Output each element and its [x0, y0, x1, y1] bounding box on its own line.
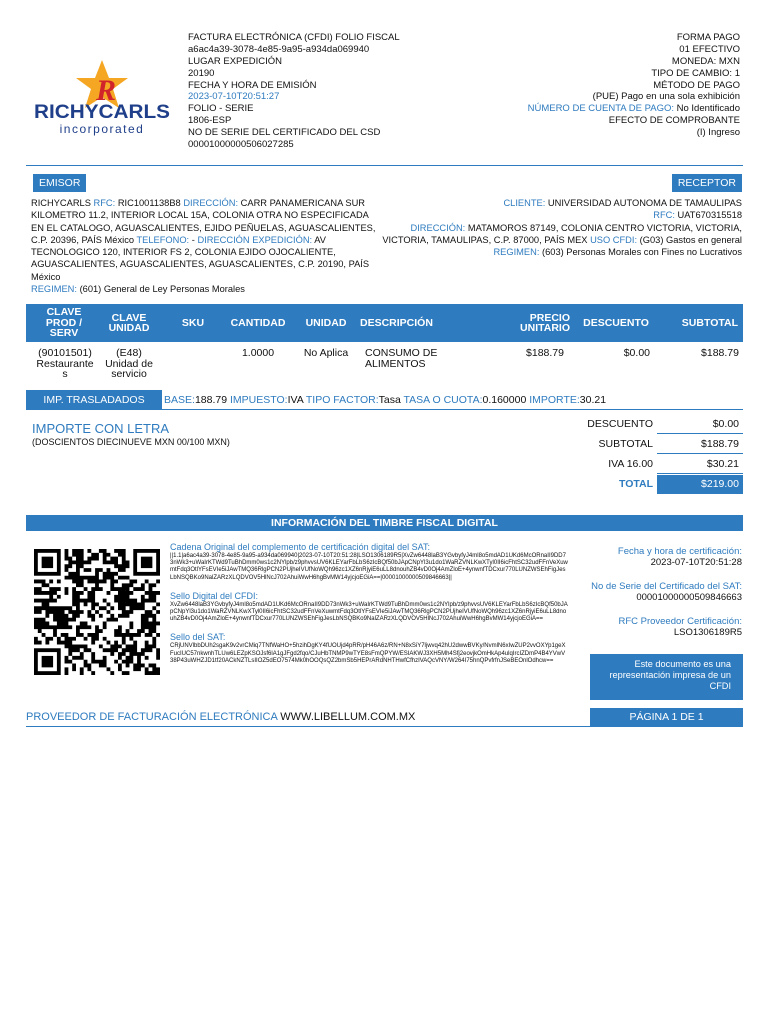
sello-sat-label: Sello del SAT:: [170, 632, 226, 643]
emisor-direccion: CARR PANAMERICANA SUR KILOMETRO 11.2, INTERIOR LOCAL 15A, COLONIA OTRA NO ESPECIFICADA EN EL CATALOGO, AGUASCALIENTES, EJIDO PEÑUELAS, AGUASCALIENTES, C.P. 20396, PAÍS México: [31, 198, 376, 245]
cell-descuento: $0.00: [623, 347, 650, 359]
cadena-original-label: Cadena Original del complemento de certificación digital del SAT:: [170, 542, 430, 552]
importe-label: IMPORTE:: [529, 394, 580, 406]
col-clave-prod: CLAVE PROD / SERV: [45, 306, 83, 340]
metodo-pago-label: MÉTODO DE PAGO: [653, 79, 740, 91]
qr-finder-pattern: [42, 557, 53, 568]
impuestos-line: [164, 394, 606, 407]
metodo-pago-value: (PUE) Pago en una sola exhibición: [592, 91, 740, 103]
fecha-emision-label: FECHA Y HORA DE EMISIÓN: [188, 79, 317, 91]
emisor-name: RICHYCARLS: [31, 198, 91, 208]
efecto-label: EFECTO DE COMPROBANTE: [608, 115, 740, 127]
fecha-cert-label: Fecha y hora de certificación:: [617, 546, 742, 557]
impuestos-trasladados: [26, 390, 743, 410]
cell-unidad: No Aplica: [303, 347, 349, 359]
forma-pago-label: FORMA PAGO: [676, 32, 740, 43]
col-precio: PRECIO UNITARIO: [520, 311, 570, 334]
logo-letter: R: [95, 74, 117, 107]
folio-serie-label: FOLIO - SERIE: [188, 103, 254, 115]
emisor-rfc: RIC1001138B8: [117, 198, 181, 208]
qr-finder-pattern: [42, 656, 53, 667]
sello-cfdi-value: XvZw6448laB3YGvbyfyJ4ml8o5mdAD1UKd6McORnaII9DD73nWk3+uWaIrKTWd9TuBhDmm0ws1c2NYlpb/z9phvvsUV6KLEYarFbLbS6zIcBQf50bJApCNpYl3u1do1WaRZVNLKwXTyl0II6icFhtSC32udFFnVeXuwmtFdq3OtlYFsEVIe5iJAwTMQ36RlgPCN2PUjheIVUfNoWQh96zc1XZ6nRjyiE6uLL8dnouhZB4vD0Oj4AmZloE+4ynwnfTDCxur770LUNZWSEhFigJesLbNSQBKo9NalZARzXLQDVOV5HlNcJ702AhuiWwH6hgBvMW14yjcjoEGiA==: [170, 601, 568, 623]
iva-value: $30.21: [657, 455, 743, 474]
cell-clave-prod: (90101501) Restaurantes: [36, 347, 94, 380]
receptor-direccion: MATAMOROS 87149, COLONIA CENTRO VICTORIA, VICTORIA, VICTORIA, TAMAULIPAS, C.P. 87000, PAÍS MEX: [382, 222, 742, 245]
receptor-cliente: UNIVERSIDAD AUTONOMA DE TAMAULIPAS: [547, 198, 742, 208]
moneda: MONEDA: MXN: [671, 55, 740, 67]
emisor-rfc-label: RFC:: [93, 198, 116, 208]
importe-letra-title: IMPORTE CON LETRA: [32, 421, 170, 436]
certification-info: [542, 546, 742, 638]
cell-subtotal: $188.79: [701, 347, 739, 359]
emisor-details: [31, 197, 379, 295]
receptor-uso: (G03) Gastos en general: [639, 234, 742, 245]
forma-pago-value: 01 EFECTIVO: [679, 43, 740, 55]
logo-tagline: incorporated: [59, 122, 145, 136]
sello-sat-value: CRjUNVlbbDUh2sgaK9v2vrCMiq7TNfWaHO+5hzihDgKY4fUOUjd4pRR/pH46A6z/RN+N8xSiY7ljwvq42hU2dwwBVKy/NvmlN6xIwZUP2vvOXYp1geXFucIUC57nkwnhTLUw6LEZpKSOJsf6lA1gJFgd2fqo/CJuHbTNMP9wTYE8sFmQPYW/ESIAKWJ3XH5Mh4Sfj2eovjkOmHkAp4ulqIrcIZDmP4B4YVwV38P43uWHZJD1tf20ACkNZTLsIIOZ5dEO7574Mk0hOOQsQZ2bmSb5HEPrARdNHTHwfCfhzIVAQcVNY/W264I75hnQPvfrfnJSeBEOnlOdhcw==: [170, 643, 566, 664]
fecha-emision-value: 2023-07-10T20:51:27: [188, 91, 280, 103]
emisor-telefono: -: [191, 234, 195, 245]
tipo-cambio: TIPO DE CAMBIO: 1: [651, 67, 740, 79]
total-row-descuento: [520, 415, 743, 435]
proveedor-label: PROVEEDOR DE FACTURACIÓN ELECTRÓNICA: [26, 711, 278, 723]
footer: [26, 708, 743, 727]
receptor-details: [382, 197, 742, 258]
total-value: $219.00: [657, 475, 743, 494]
receptor-rfc-label: RFC:: [653, 210, 675, 221]
cuenta-pago-label: NÚMERO DE CUENTA DE PAGO:: [527, 103, 674, 115]
invoice-title: FACTURA ELECTRÓNICA (CFDI) FOLIO FISCAL: [188, 32, 400, 43]
emisor-badge: EMISOR: [33, 174, 86, 192]
col-subtotal: SUBTOTAL: [681, 316, 738, 329]
cell-cantidad: 1.0000: [241, 347, 275, 359]
impuestos-badge: IMP. TRASLADADOS: [26, 390, 162, 410]
qr-code-icon: [34, 549, 160, 675]
fecha-cert-value: 2023-07-10T20:51:28: [650, 557, 742, 568]
cell-descripcion: CONSUMO DE ALIMENTOS: [365, 347, 438, 370]
invoice-header-right: [420, 32, 740, 139]
rfc-prov-label: RFC Proveedor Certificación:: [618, 616, 742, 627]
proveedor-url[interactable]: WWW.LIBELLUM.COM.MX: [280, 711, 416, 723]
timbre-header: INFORMACIÓN DEL TIMBRE FISCAL DIGITAL: [26, 515, 743, 531]
descuento-label: DESCUENTO: [587, 418, 653, 430]
tasa-value: 0.160000: [482, 394, 527, 406]
col-descripcion: DESCRIPCIÓN: [360, 316, 433, 329]
col-cantidad: CANTIDAD: [230, 316, 286, 329]
company-logo: [32, 58, 172, 138]
total-row-iva: [520, 455, 743, 475]
lugar-label: LUGAR EXPEDICIÓN: [188, 55, 282, 67]
receptor-rfc: UAT670315518: [677, 210, 742, 221]
lugar-value: 20190: [188, 67, 215, 79]
tasa-label: TASA O CUOTA:: [403, 394, 483, 406]
receptor-badge: RECEPTOR: [672, 174, 742, 192]
importe-letra-value: (DOSCIENTOS DIECINUEVE MXN 00/100 MXN): [32, 437, 230, 447]
cadena-original-value: ||1.1|a6ac4a39-3078-4e85-9a95-a934da069940|2023-07-10T20:51:28|LSO1306189R5|XvZw6448laB3YGvbyfyJ4ml8o5mdAD1UKd6McORnaII9DD73nWk3+uWaIrKTWd9TuBhDmm0ws1c2NYlpb/z9phvvsUV6KLEYarFbLbS6zIcBQf50bJApCNpYl3u1do1WaRZVNLKwXTyl0II6icFhtSC32udFFnVeXuwmtFdq3OtlYFsEVIe5iJAwTMQ36RlgPCN2PUjheIVUfNoWQh96zc1XZ6nRjyiE6uLL8dnouhZB4vD0Oj4AmZloE+4ynwnfTDCxur770LUNZWSEhFigJesLbNSQBKo9NalZARzXLQDVOV5HlNcJ702AhuiWwH6hgBvMW14yjcjoEGiA==|00001000000509846663||: [170, 553, 568, 581]
impuesto-value: IVA: [287, 394, 304, 406]
logo-brand: RICHYCARLS: [34, 102, 170, 123]
serie-sat-label: No de Serie del Certificado del SAT:: [591, 581, 742, 592]
emisor-dir-exp-label: DIRECCIÓN EXPEDICIÓN:: [197, 234, 313, 245]
sello-cfdi-label: Sello Digital del CFDI:: [170, 590, 259, 601]
footer-proveedor: [26, 711, 415, 725]
receptor-regimen-label: REGIMEN:: [493, 247, 540, 258]
col-descuento: DESCUENTO: [583, 316, 649, 329]
invoice-header-left: [188, 32, 448, 151]
cfdi-note: Este documento es una representación impresa de un CFDI: [590, 654, 743, 700]
tipo-factor-value: Tasa: [378, 394, 401, 406]
emisor-regimen: (601) General de Ley Personas Morales: [79, 284, 245, 295]
cuenta-pago: [420, 103, 740, 115]
tipo-factor-label: TIPO FACTOR:: [305, 394, 379, 406]
emisor-direccion-label: DIRECCIÓN:: [183, 198, 239, 208]
total-row-total: [520, 475, 743, 495]
totals-block: [520, 415, 743, 495]
receptor-cliente-label: CLIENTE:: [503, 198, 546, 208]
receptor-direccion-label: DIRECCIÓN:: [410, 222, 466, 233]
header-divider: [26, 165, 743, 166]
cell-precio: $188.79: [526, 347, 564, 359]
iva-label: IVA 16.00: [608, 458, 653, 470]
cuenta-pago-value: No Identificado: [676, 103, 740, 115]
qr-finder-pattern: [141, 557, 152, 568]
sat-strings: [170, 542, 568, 674]
serie-sat-value: 00001000000509846663: [636, 592, 742, 603]
page-indicator: PÁGINA 1 DE 1: [590, 708, 743, 727]
efecto-value: (I) Ingreso: [696, 127, 740, 138]
subtotal-label: SUBTOTAL: [598, 438, 653, 450]
folio-fiscal: a6ac4a39-3078-4e85-9a95-a934da069940: [188, 43, 370, 55]
serie-cert-label: NO DE SERIE DEL CERTIFICADO DEL CSD: [188, 127, 381, 138]
col-clave-unidad: CLAVE UNIDAD: [108, 311, 150, 334]
base-value: 188.79: [194, 394, 228, 406]
concepts-table-header: [26, 304, 743, 342]
emisor-telefono-label: TELEFONO:: [136, 234, 190, 245]
descuento-value: $0.00: [657, 415, 743, 434]
emisor-dir-exp: AV TECNOLOGICO 120, INTERIOR FS 2, COLONIA EJIDO OJOCALIENTE, AGUASCALIENTES, AGUASCALIENTES, AGUASCALIENTES, C.P. 20190, PAÍS México: [31, 234, 370, 282]
cell-clave-unidad: (E48) Unidad de servicio: [105, 347, 153, 380]
receptor-uso-label: USO CFDI:: [590, 234, 638, 245]
total-row-subtotal: [520, 435, 743, 455]
qr-code-svg: [34, 549, 160, 675]
emisor-regimen-label: REGIMEN:: [31, 284, 77, 295]
impuesto-label: IMPUESTO:: [229, 394, 288, 406]
receptor-regimen: (603) Personas Morales con Fines no Lucrativos: [542, 247, 742, 258]
rfc-prov-value: LSO1306189R5: [673, 627, 742, 638]
total-label: TOTAL: [618, 478, 653, 490]
folio-serie-value: 1806-ESP: [188, 115, 232, 127]
serie-cert-value: 00001000000506027285: [188, 138, 294, 150]
col-unidad: UNIDAD: [305, 316, 347, 329]
col-sku: SKU: [181, 316, 205, 329]
importe-value: 30.21: [579, 394, 607, 406]
base-label: BASE:: [164, 394, 195, 406]
subtotal-value: $188.79: [657, 435, 743, 454]
table-row: [26, 348, 743, 388]
